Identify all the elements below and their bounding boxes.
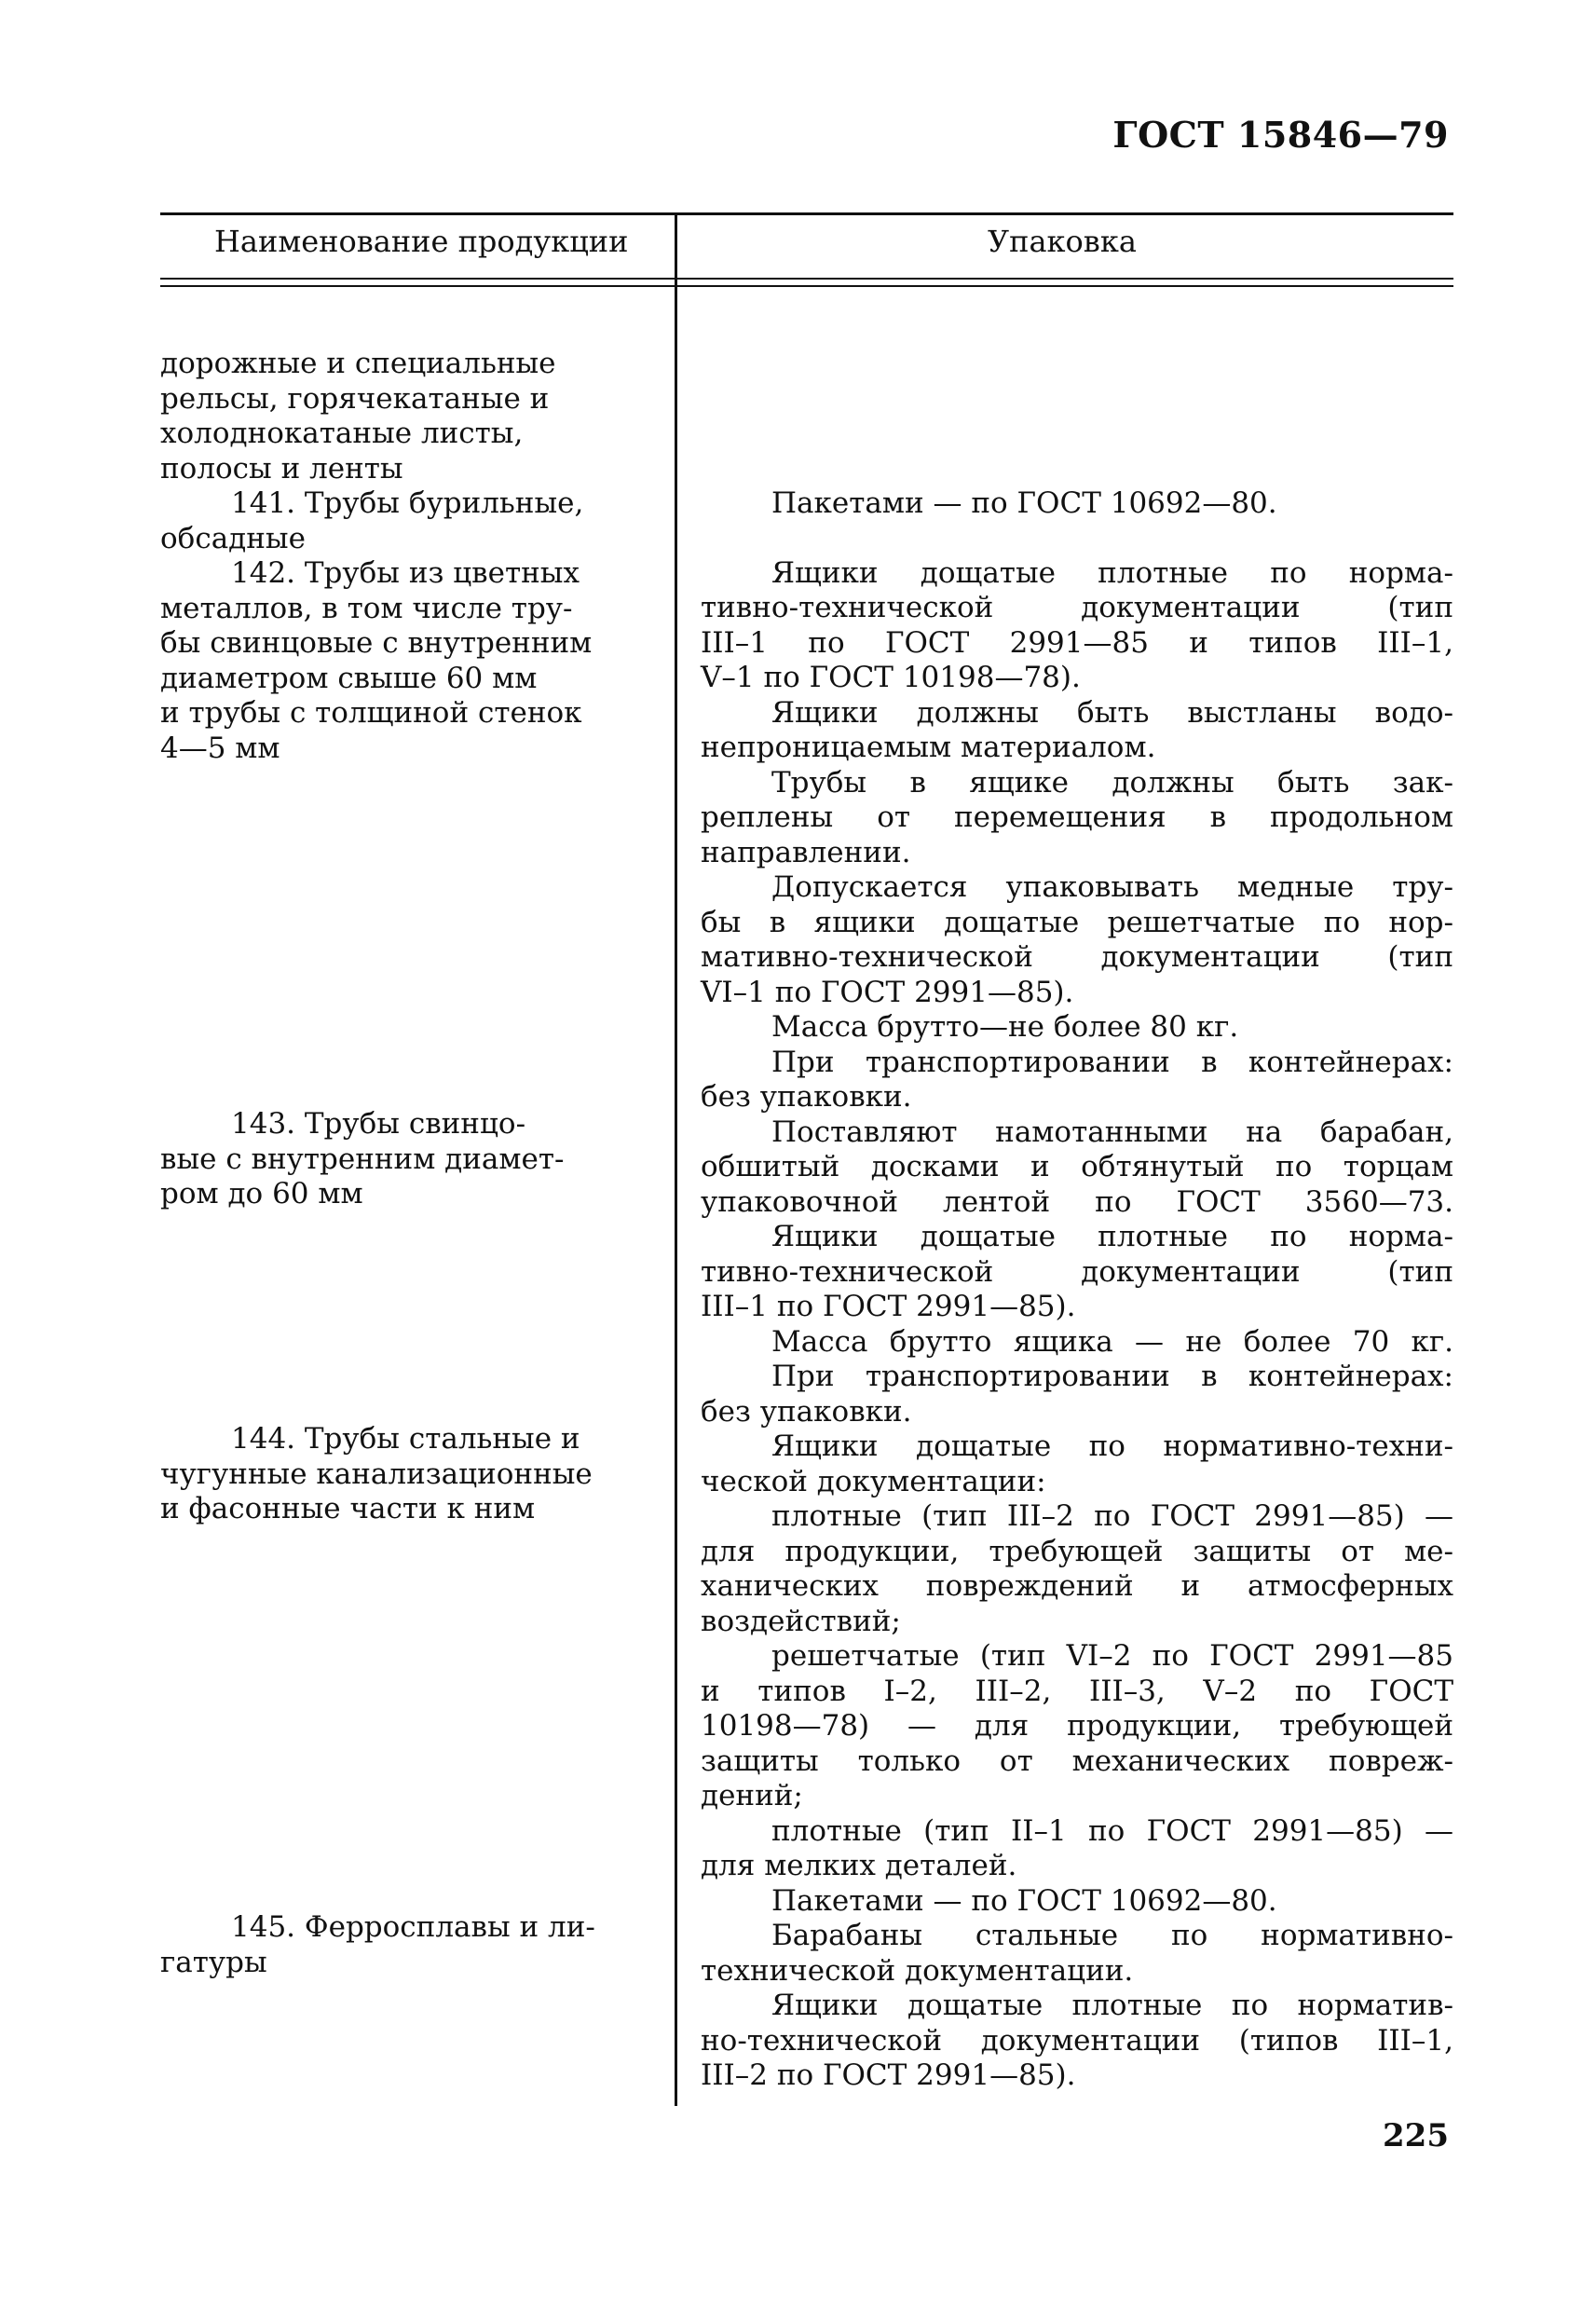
right-line: бы в ящики дощатые решетчатые по нор- (701, 905, 1453, 939)
left-line: 145. Ферросплавы и ли- (231, 1910, 595, 1944)
right-line: но-технической документации (типов III–1, (701, 2023, 1453, 2058)
right-line: Ящики дощатые по нормативно-техни- (771, 1429, 1453, 1463)
product-name-column (160, 347, 645, 766)
left-line: гатуры (160, 1945, 267, 1979)
right-line: без упаковки. (701, 1394, 912, 1429)
table-top-rule (160, 212, 1453, 215)
right-line: Пакетами — по ГОСТ 10692—80. (771, 486, 1277, 520)
product-name-column-144 (160, 1422, 645, 1527)
product-name-column-143 (160, 1107, 645, 1212)
left-line: обсадные (160, 521, 306, 555)
left-line: полосы и ленты (160, 451, 403, 485)
left-line: и фасонные части к ним (160, 1492, 536, 1525)
right-line: V–1 по ГОСТ 10198—78). (701, 661, 1081, 694)
column-divider (675, 212, 677, 2106)
right-line: При транспортировании в контейнерах: (771, 1045, 1453, 1079)
right-line: воздействий; (701, 1604, 901, 1638)
right-line: Пакетами — по ГОСТ 10692—80. (771, 1883, 1277, 1918)
product-name-column-145 (160, 1910, 645, 1980)
right-line: III–2 по ГОСТ 2991—85). (701, 2058, 1076, 2092)
right-line: При транспортировании в контейнерах: (771, 1360, 1453, 1393)
right-line: ческой документации: (701, 1464, 1046, 1498)
right-line: без упаковки. (701, 1080, 912, 1114)
right-line: для мелких деталей. (701, 1849, 1017, 1882)
right-line: технической документации. (701, 1953, 1134, 1988)
right-line: Поставляют намотанными на барабан, (771, 1114, 1453, 1149)
right-line: тивно-технической документации (тип (701, 1254, 1453, 1289)
right-line: Ящики дощатые плотные по норматив- (771, 1989, 1453, 2022)
left-line: рельсы, горячекатаные и (160, 381, 550, 416)
right-line: мативно-технической документации (тип (701, 940, 1453, 974)
right-line: для продукции, требующей защиты от ме- (701, 1534, 1453, 1568)
right-line: тивно-технической документации (тип (701, 591, 1453, 624)
left-line: 144. Трубы стальные и (231, 1422, 580, 1456)
packaging-column (701, 486, 1453, 2094)
right-line: Ящики дощатые плотные по норма- (771, 1220, 1453, 1253)
left-line: холоднокатаные листы, (160, 417, 524, 450)
page-number: 225 (1383, 2117, 1449, 2154)
right-line: III–1 по ГОСТ 2991—85 и типов III–1, (701, 625, 1453, 660)
left-line: и трубы с толщиной стенок (160, 696, 582, 730)
right-line: ханических повреждений и атмосферных (701, 1569, 1453, 1603)
column-header-product-name: Наименование продукции (214, 224, 629, 259)
right-line: обшитый досками и обтянутый по торцам (701, 1150, 1453, 1183)
right-line: 10198—78) — для продукции, требующей (701, 1709, 1453, 1743)
right-line: и типов I–2, III–2, III–3, V–2 по ГОСТ (701, 1674, 1453, 1708)
left-line: металлов, в том числе тру- (160, 591, 573, 625)
left-line: 142. Трубы из цветных (231, 556, 580, 590)
right-line: решетчатые (тип VI–2 по ГОСТ 2991—85 (771, 1639, 1453, 1673)
left-line: ром до 60 мм (160, 1177, 363, 1210)
left-line: 141. Трубы бурильные, (231, 486, 584, 520)
right-line: Ящики дощатые плотные по норма- (771, 555, 1453, 590)
left-line: вые с внутренним диамет- (160, 1142, 565, 1176)
right-line: Барабаны стальные по нормативно- (771, 1919, 1453, 1952)
right-line: реплены от перемещения в продольном (701, 800, 1453, 834)
left-line: чугунные канализационные (160, 1456, 593, 1491)
left-line: дорожные и специальные (160, 347, 556, 380)
table-header-rule-1 (160, 278, 1453, 280)
left-line: 4—5 мм (160, 731, 280, 765)
right-line: Трубы в ящике должны быть зак- (771, 765, 1453, 800)
page-header-standard: ГОСТ 15846—79 (1112, 114, 1449, 156)
right-line: Ящики должны быть выстланы водо- (771, 695, 1453, 730)
right-line: Допускается упаковывать медные тру- (771, 870, 1453, 904)
right-line: VI–1 по ГОСТ 2991—85). (701, 975, 1074, 1009)
right-line: упаковочной лентой по ГОСТ 3560—73. (701, 1184, 1453, 1219)
right-line: дений; (701, 1779, 803, 1812)
right-line: непроницаемым материалом. (701, 731, 1156, 764)
right-line: III–1 по ГОСТ 2991—85). (701, 1290, 1076, 1323)
right-line: плотные (тип III–2 по ГОСТ 2991—85) — (771, 1499, 1453, 1533)
left-line: 143. Трубы свинцо- (231, 1107, 526, 1141)
left-line: диаметром свыше 60 мм (160, 661, 538, 695)
right-line: направлении. (701, 835, 911, 869)
table-header-rule-2 (160, 285, 1453, 287)
right-line: Масса брутто ящика — не более 70 кг. (771, 1324, 1453, 1359)
right-line: защиты только от механических повреж- (701, 1744, 1453, 1778)
column-header-packaging: Упаковка (988, 224, 1137, 259)
right-line: плотные (тип II–1 по ГОСТ 2991—85) — (771, 1813, 1453, 1848)
right-line: Масса брутто—не более 80 кг. (771, 1010, 1239, 1044)
left-line: бы свинцовые с внутренним (160, 626, 593, 660)
